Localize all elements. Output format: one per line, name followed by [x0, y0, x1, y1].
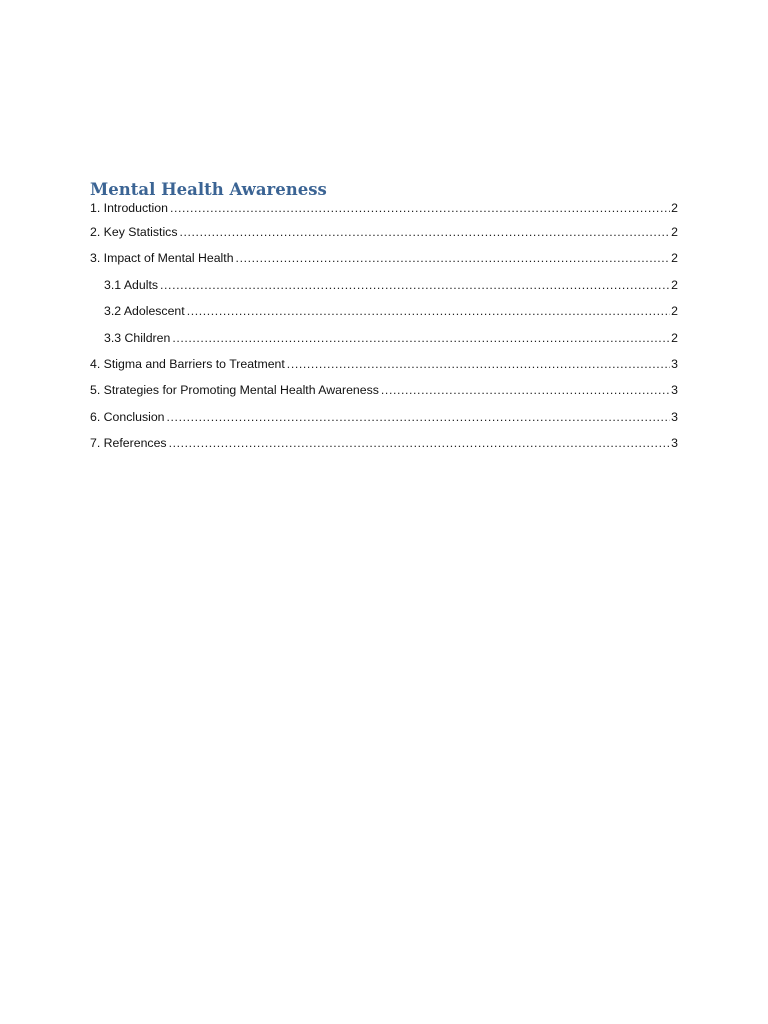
toc-page-number: 3 [671, 436, 678, 451]
toc-entry-key-statistics[interactable] [90, 225, 678, 251]
toc-entry-children[interactable] [90, 331, 678, 357]
toc-entry-label: 7. References [90, 436, 167, 451]
toc-entry-label: 5. Strategies for Promoting Mental Health Awareness [90, 383, 379, 398]
toc-dot-leader [179, 225, 670, 239]
toc-page-number: 2 [671, 330, 678, 345]
toc-entry-adults[interactable] [90, 278, 678, 304]
toc-dot-leader [172, 331, 670, 345]
toc-entry-conclusion[interactable] [90, 410, 678, 436]
toc-entry-adolescent[interactable] [90, 304, 678, 330]
toc-dot-leader [160, 278, 670, 292]
toc-entry-references[interactable] [90, 436, 678, 462]
toc-entry-label: 3.3 Children [104, 330, 171, 345]
toc-entry-introduction[interactable] [90, 201, 678, 225]
toc-page-number: 2 [671, 251, 678, 266]
toc-entry-label: 6. Conclusion [90, 409, 165, 424]
toc-entry-label: 3.1 Adults [104, 277, 159, 292]
toc-dot-leader [236, 251, 670, 265]
toc-entry-label: 1. Introduction [90, 201, 168, 215]
toc-dot-leader [381, 383, 670, 397]
toc-page-number: 2 [671, 277, 678, 292]
toc-entry-impact-of-mental-health[interactable] [90, 251, 678, 277]
toc-page-number: 3 [671, 356, 678, 371]
toc-dot-leader [167, 410, 670, 424]
table-of-contents [90, 179, 678, 463]
toc-page-number: 2 [671, 201, 678, 215]
toc-entry-label: 3.2 Adolescent [104, 304, 185, 319]
toc-page-number: 3 [671, 383, 678, 398]
toc-title: Mental Health Awareness [90, 180, 327, 199]
toc-dot-leader [287, 357, 670, 371]
toc-entry-label: 4. Stigma and Barriers to Treatment [90, 356, 285, 371]
toc-entry-stigma-and-barriers[interactable] [90, 357, 678, 383]
toc-entry-strategies[interactable] [90, 383, 678, 409]
toc-dot-leader [169, 436, 670, 450]
toc-list [90, 201, 678, 463]
toc-entry-label: 2. Key Statistics [90, 225, 178, 239]
toc-dot-leader [187, 304, 670, 318]
toc-dot-leader [170, 201, 670, 215]
toc-entry-label: 3. Impact of Mental Health [90, 251, 234, 266]
toc-page-number: 2 [671, 304, 678, 319]
toc-page-number: 2 [671, 225, 678, 239]
toc-page-number: 3 [671, 409, 678, 424]
